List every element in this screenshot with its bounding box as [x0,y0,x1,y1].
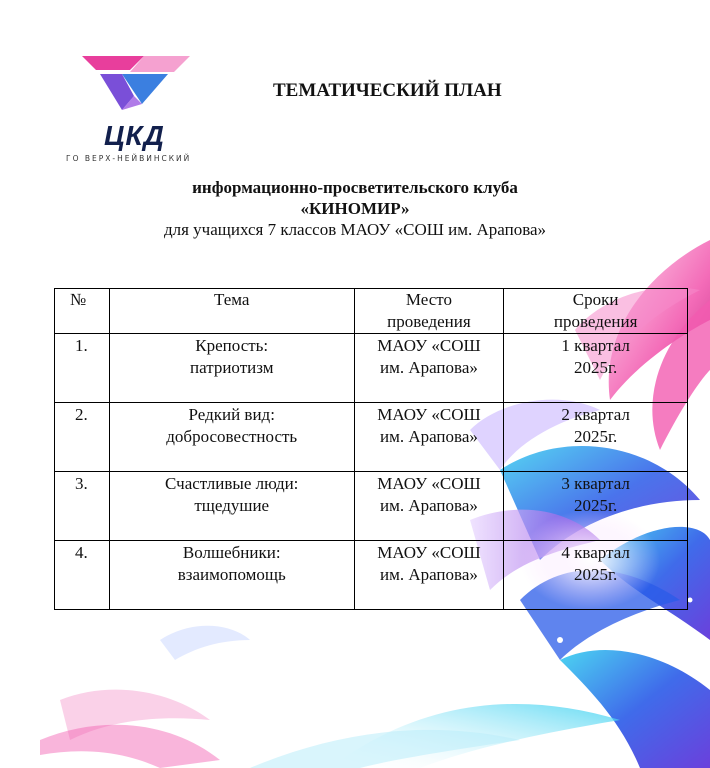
subtitle-club-type: информационно-просветительского клуба [192,178,518,197]
row-date-line1: 3 квартал [561,474,630,493]
row-topic-line1: Редкий вид: [188,405,275,424]
table-row [55,334,688,403]
row-num: 2. [55,403,110,472]
row-date-line2: 2025г. [574,565,618,584]
subtitle-club-name: «КИНОМИР» [300,199,410,218]
row-date [504,334,688,403]
row-num: 3. [55,472,110,541]
row-date-line2: 2025г. [574,427,618,446]
row-topic [109,334,354,403]
row-topic [109,541,354,610]
document-title: ТЕМАТИЧЕСКИЙ ПЛАН [273,80,502,101]
row-date-line2: 2025г. [574,358,618,377]
header-num: № [55,289,110,334]
row-date-line1: 1 квартал [561,336,630,355]
row-place [354,472,504,541]
row-num: 1. [55,334,110,403]
row-date [504,541,688,610]
document-subtitle [0,177,710,240]
table-header-row [55,289,688,334]
logo-name: ЦКД [104,120,165,151]
row-place [354,541,504,610]
row-topic-line2: тщедушие [194,496,270,515]
logo-mark-icon [82,48,192,118]
header-place-line1: Место [405,290,452,309]
header-topic: Тема [109,289,354,334]
row-topic-line2: патриотизм [189,358,274,377]
header-place-line2: проведения [387,312,471,331]
row-date [504,403,688,472]
row-date-line1: 2 квартал [561,405,630,424]
row-topic [109,472,354,541]
row-topic-line1: Счастливые люди: [165,474,299,493]
subtitle-audience: для учащихся 7 классов МАОУ «СОШ им. Арапова» [163,220,547,239]
row-topic-line2: добросовестность [166,427,298,446]
row-topic-line2: взаимопомощь [177,565,286,584]
row-place-line1: МАОУ «СОШ [377,474,481,493]
header-dates-line1: Сроки [572,290,619,309]
row-topic-line1: Крепость: [195,336,269,355]
logo-subtitle: ГО ВЕРХ-НЕЙВИНСКИЙ [66,154,192,163]
table-row [55,541,688,610]
table-row [55,472,688,541]
row-place-line1: МАОУ «СОШ [377,336,481,355]
row-place-line2: им. Арапова» [379,496,478,515]
row-place-line1: МАОУ «СОШ [377,543,481,562]
logo [62,48,212,168]
row-date-line2: 2025г. [574,496,618,515]
row-topic [109,403,354,472]
header-dates [504,289,688,334]
row-topic-line1: Волшебники: [182,543,281,562]
row-date [504,472,688,541]
row-place-line2: им. Арапова» [379,565,478,584]
row-place [354,403,504,472]
plan-table [54,288,688,610]
row-place-line1: МАОУ «СОШ [377,405,481,424]
row-place-line2: им. Арапова» [379,358,478,377]
row-date-line1: 4 квартал [561,543,630,562]
header-dates-line2: проведения [553,312,638,331]
row-num: 4. [55,541,110,610]
header-place [354,289,504,334]
row-place-line2: им. Арапова» [379,427,478,446]
row-place [354,334,504,403]
table-row [55,403,688,472]
